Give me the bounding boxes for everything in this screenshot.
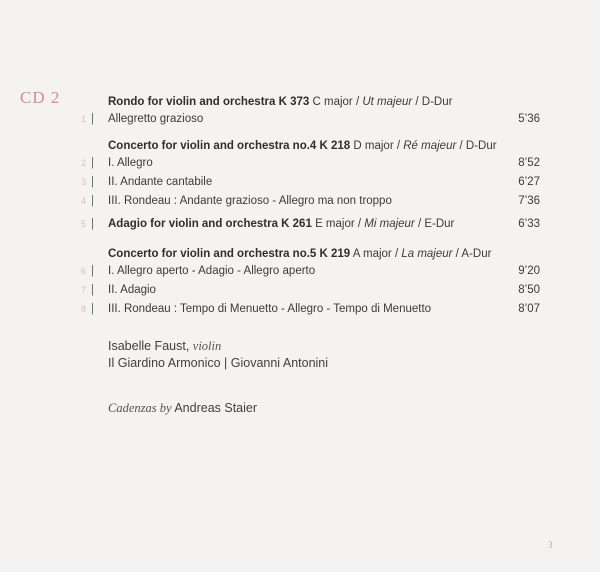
- track-duration: 9’20: [518, 265, 540, 277]
- work-key-de: / D-Dur: [456, 140, 497, 152]
- track-title: II. Adagio: [108, 284, 156, 296]
- track-number: 2: [80, 158, 86, 168]
- work-title-bold: Concerto for violin and orchestra no.4 K 218: [108, 140, 351, 152]
- work-key: C major /: [312, 96, 363, 108]
- track-separator: |: [91, 195, 94, 207]
- work-concerto-5-k219: [80, 246, 540, 319]
- cd-label: CD 2: [20, 88, 61, 107]
- work-key-de: / E-Dur: [414, 218, 455, 230]
- track-number: 3: [80, 177, 86, 187]
- track-duration: 6’33: [518, 218, 540, 230]
- ensemble-line: Il Giardino Armonico | Giovanni Antonini: [108, 356, 329, 370]
- work-key-fr: La majeur: [401, 248, 453, 260]
- track-title: III. Rondeau : Andante grazioso - Allegro ma non troppo: [108, 195, 392, 207]
- track-number: 8: [80, 304, 86, 314]
- work-title: [108, 138, 540, 154]
- track-row: [80, 300, 540, 319]
- track-number: 5: [80, 219, 86, 229]
- work-key-fr: Mi majeur: [364, 218, 415, 230]
- track-row: [80, 110, 540, 129]
- track-row: [80, 262, 540, 281]
- work-title: [108, 215, 454, 234]
- track-title: I. Allegro: [108, 157, 153, 169]
- track-separator: |: [91, 284, 94, 296]
- track-number: 7: [80, 285, 86, 295]
- track-number: 1: [80, 114, 86, 124]
- track-duration: 8’50: [518, 284, 540, 296]
- cadenzas-label: Cadenzas by: [108, 401, 172, 415]
- track-separator: |: [91, 113, 94, 125]
- track-title: II. Andante cantabile: [108, 176, 213, 188]
- track-title: III. Rondeau : Tempo di Menuetto - Allegro - Tempo di Menuetto: [108, 303, 432, 315]
- track-number: 4: [80, 196, 86, 206]
- work-concerto-4-k218: [80, 138, 540, 211]
- work-rondo-k373: [80, 94, 540, 129]
- track-duration: 8’52: [518, 157, 540, 169]
- track-separator: |: [91, 303, 94, 315]
- track-title: Allegretto grazioso: [108, 113, 204, 125]
- track-separator: |: [91, 265, 94, 277]
- work-title: [108, 246, 540, 262]
- track-duration: 5’36: [518, 113, 540, 125]
- track-duration: 6’27: [518, 176, 540, 188]
- work-key: A major /: [352, 248, 402, 260]
- track-duration: 7’36: [518, 195, 540, 207]
- track-row: [80, 154, 540, 173]
- track-row: [80, 215, 540, 234]
- work-adagio-k261: [80, 215, 540, 234]
- performers-credits: [108, 338, 328, 372]
- work-key-de: / D-Dur: [412, 96, 453, 108]
- track-duration: 8’07: [518, 303, 540, 315]
- track-row: [80, 281, 540, 300]
- track-row: [80, 173, 540, 192]
- work-key-de: / A-Dur: [452, 248, 492, 260]
- work-key-fr: Ut majeur: [362, 96, 413, 108]
- work-title-bold: Adagio for violin and orchestra K 261: [108, 218, 312, 230]
- work-title-bold: Concerto for violin and orchestra no.5 K 219: [108, 248, 351, 260]
- track-separator: |: [91, 157, 94, 169]
- soloist-role: violin: [192, 339, 222, 353]
- track-number: 6: [80, 266, 86, 276]
- work-key-fr: Ré majeur: [403, 140, 457, 152]
- track-row: [80, 192, 540, 211]
- work-key: E major /: [315, 218, 365, 230]
- work-title: [108, 94, 540, 110]
- work-title-bold: Rondo for violin and orchestra K 373: [108, 96, 310, 108]
- soloist-name: Isabelle Faust,: [108, 339, 190, 353]
- soloist-line: [108, 338, 328, 355]
- work-key: D major /: [353, 140, 404, 152]
- cadenzas-author: Andreas Staier: [174, 401, 258, 415]
- track-separator: |: [91, 176, 94, 188]
- track-title: I. Allegro aperto - Adagio - Allegro aperto: [108, 265, 316, 277]
- cadenzas-credit: [108, 401, 257, 416]
- page-number: 3: [548, 540, 553, 550]
- track-separator: |: [91, 218, 94, 230]
